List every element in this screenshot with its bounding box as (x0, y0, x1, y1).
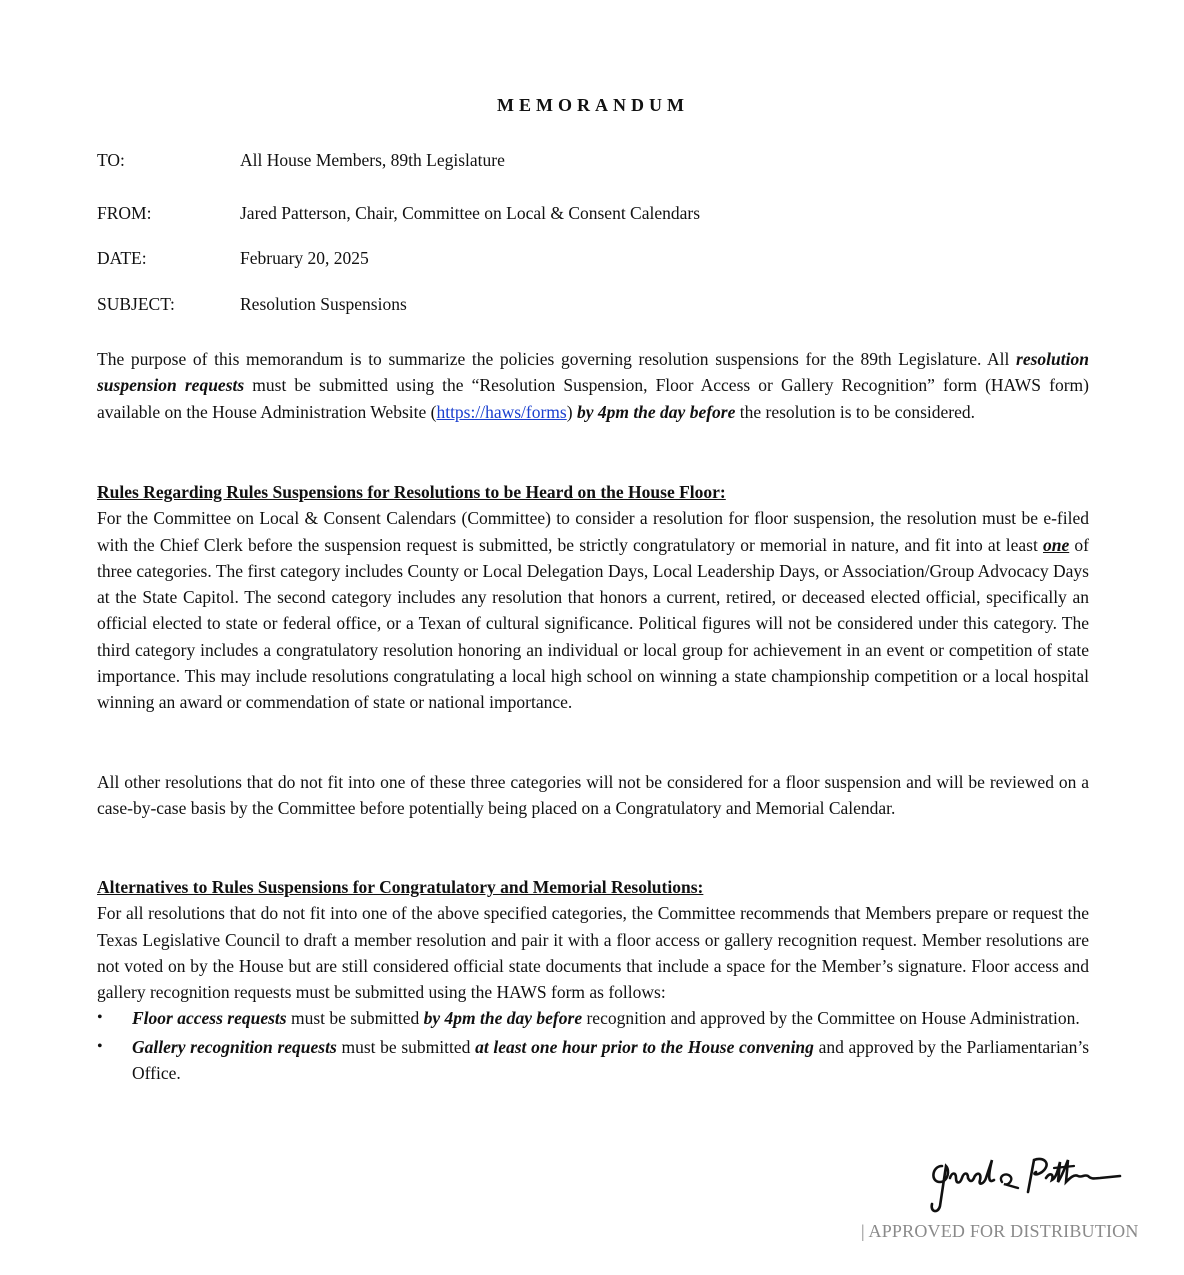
section-heading: Alternatives to Rules Suspensions for Congratulatory and Memorial Resolutions: (97, 877, 704, 897)
deadline-emphasis: at least one hour prior to the House convening (475, 1036, 814, 1057)
header-value: February 20, 2025 (240, 248, 369, 268)
deadline-emphasis: by 4pm the day before (423, 1008, 583, 1029)
bullet: • (97, 1009, 103, 1027)
approved-stamp: | APPROVED FOR DISTRIBUTION (861, 1221, 1139, 1241)
bullet: • (97, 1037, 103, 1055)
text: must be submitted (336, 1036, 476, 1057)
text: For the Committee on Local & Consent Calendars (Committee) to consider a resolution for floor suspension, the resolution must be e-filed with the Chief Clerk before the suspension request is submitted, be strictly congratulatory or memorial in nature, and fit into at least (97, 508, 1089, 555)
text: the resolution is to be considered. (735, 401, 975, 422)
text: must be submitted (286, 1008, 424, 1029)
header-date (97, 248, 1089, 272)
signature (928, 1152, 1123, 1220)
deadline-emphasis: by 4pm the day before (576, 401, 736, 422)
haws-forms-link[interactable]: https://haws/forms (436, 401, 567, 422)
header-subject (97, 294, 1089, 318)
memo-title: MEMORANDUM (497, 95, 689, 115)
paragraph: All other resolutions that do not fit into one of these three categories will not be considered for a floor suspension and will be reviewed on a case-by-case basis by the Committee before potentially being placed on a Congratulatory and Memorial Calendar. (97, 772, 1089, 819)
requests-list (97, 1005, 1089, 1086)
header-label: DATE: (97, 248, 147, 268)
section-rules (97, 479, 1089, 716)
intro-paragraph (97, 346, 1089, 425)
signature-icon (928, 1152, 1123, 1220)
section-rules-para2 (97, 769, 1089, 822)
header-value: All House Members, 89th Legislature (240, 150, 505, 170)
header-to (97, 150, 1089, 174)
list-item (97, 1005, 1089, 1031)
text: and approved by the Parliamentarian’s Office. (132, 1036, 1090, 1084)
emphasis: Gallery recognition requests (132, 1036, 337, 1057)
section-alternatives (97, 874, 1089, 1088)
list-item (97, 1034, 1089, 1087)
emphasis: Floor access requests (132, 1008, 287, 1029)
text: of three categories. The first category includes County or Local Delegation Days, Local Leadership Days, or Association/Group Advocacy Days at the State Capitol. The second category includes any resolution that honors a current, retired, or deceased elected official, specifically an official elected to state or federal office, or a Texan of cultural significance. Political figures will not be considered under this category. The third category includes a congratulatory resolution honoring an individual or local group for achievement in an event or competition of state importance. This may include resolutions congratulating a local high school on winning a state championship competition or a local hospital winning an award or commendation of state or national importance. (97, 534, 1089, 713)
text: The purpose of this memorandum is to summarize the policies governing resolution suspensions for the 89th Legislature. All (97, 349, 1017, 369)
emphasis: one (1042, 534, 1070, 555)
header-value: Resolution Suspensions (240, 294, 407, 314)
text: recognition and approved by the Committee on House Administration. (582, 1008, 1080, 1029)
header-label: TO: (97, 150, 125, 170)
section-heading: Rules Regarding Rules Suspensions for Resolutions to be Heard on the House Floor: (97, 482, 726, 502)
text: ) (566, 401, 577, 422)
header-label: FROM: (97, 203, 152, 223)
text: For all resolutions that do not fit into one of the above specified categories, the Committee recommends that Members prepare or request the Texas Legislative Council to draft a member resolution and pair it with a floor access or gallery recognition request. Member resolutions are not voted on by the House but are still considered official state documents that include a space for the Member’s signature. Floor access and gallery recognition requests must be submitted using the HAWS form as follows: (97, 903, 1089, 1003)
emphasis: resolution suspension requests (97, 349, 1089, 396)
text: must be submitted using the “Resolution Suspension, Floor Access or Gallery Recognition” form (HAWS form) available on the House Administration Website ( (97, 375, 1089, 422)
header-from (97, 203, 1089, 227)
header-value: Jared Patterson, Chair, Committee on Local & Consent Calendars (240, 203, 701, 223)
header-label: SUBJECT: (97, 294, 175, 314)
